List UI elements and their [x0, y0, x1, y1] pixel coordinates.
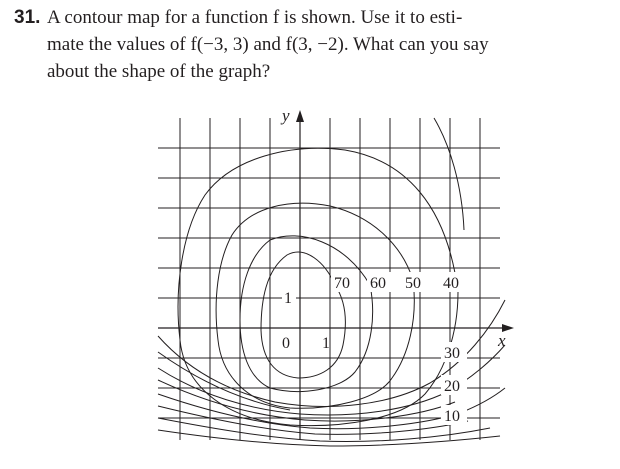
level-label-60: 60 [370, 275, 386, 292]
contour-70 [261, 252, 345, 378]
y-axis-arrow [296, 110, 304, 122]
level-label-10: 10 [444, 408, 460, 425]
statement-line-2: mate the values of f(−3, 3) and f(3, −2). What can you say [47, 34, 489, 55]
level-label-30: 30 [444, 345, 460, 362]
contour-40-upper-right [434, 118, 464, 230]
level-label-40: 40 [443, 275, 459, 292]
level-label-20: 20 [444, 378, 460, 395]
contour-0-b [158, 430, 500, 446]
contour-60 [240, 236, 373, 392]
origin-label: 0 [282, 335, 290, 352]
statement-line-3: about the shape of the graph? [47, 61, 271, 82]
contour-0 [158, 418, 490, 441]
x-tick-label-1: 1 [322, 335, 330, 352]
level-label-50: 50 [405, 275, 421, 292]
x-axis-label: x [498, 331, 506, 350]
y-axis-label: y [282, 106, 290, 125]
contour-50 [216, 203, 414, 408]
y-tick-label-1: 1 [284, 290, 292, 307]
statement-line-1: A contour map for a function f is shown. Use it to esti- [47, 7, 463, 28]
level-label-70: 70 [334, 275, 350, 292]
problem-number: 31. [14, 7, 41, 28]
